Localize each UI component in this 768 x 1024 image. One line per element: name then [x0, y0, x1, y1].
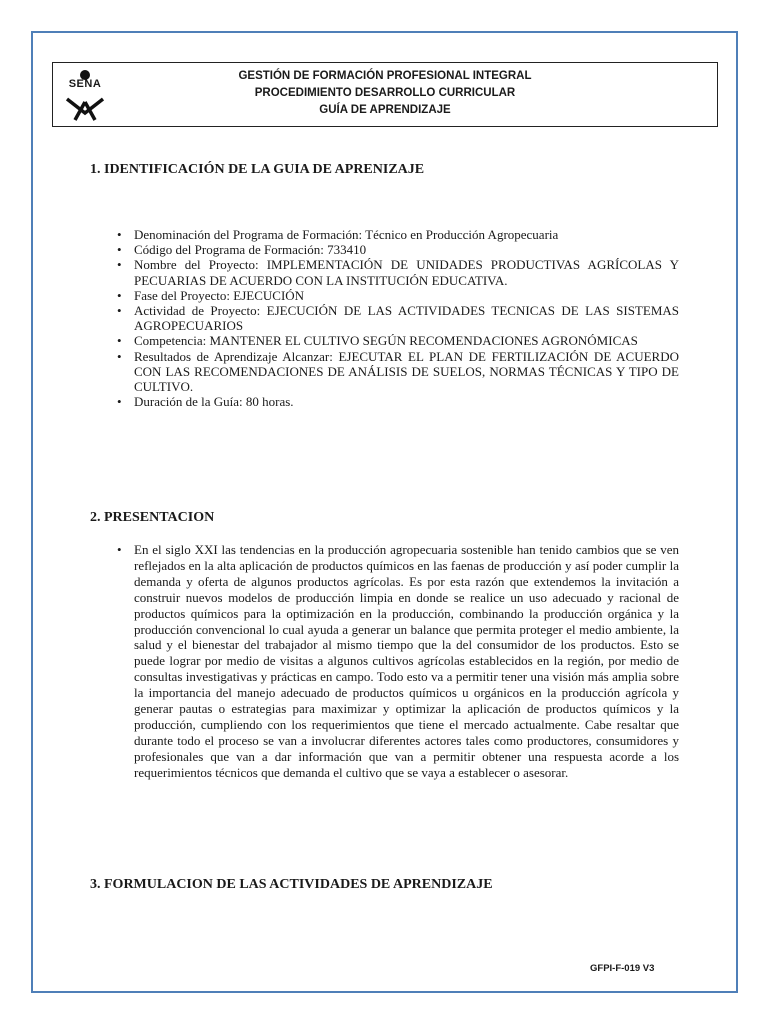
header-line-2: PROCEDIMIENTO DESARROLLO CURRICULAR	[254, 87, 516, 99]
list-item: • Resultados de Aprendizaje Alcanzar: EJECUTAR EL PLAN DE FERTILIZACIÓN DE ACUERDO CON LAS RECOMENDACIONES DE ANÁLISIS DE SUELOS, NORMAS TÉCNICAS Y TIPO DE CULTIVO.	[117, 349, 679, 395]
logo-text: SENA	[68, 78, 102, 90]
identification-list	[117, 227, 679, 409]
section-3-title: 3. FORMULACION DE LAS ACTIVIDADES DE APRENDIZAJE	[90, 877, 493, 892]
list-item: • Denominación del Programa de Formación: Técnico en Producción Agropecuaria	[117, 227, 679, 242]
presentation-list	[117, 542, 679, 781]
list-item: • Nombre del Proyecto: IMPLEMENTACIÓN DE UNIDADES PRODUCTIVAS AGRÍCOLAS Y PECUARIAS DE ACUERDO CON LA INSTITUCIÓN EDUCATIVA.	[117, 257, 679, 287]
list-item: • Actividad de Proyecto: EJECUCIÓN DE LAS ACTIVIDADES TECNICAS DE LAS SISTEMAS AGROPECUARIOS	[117, 303, 679, 333]
list-item: • Fase del Proyecto: EJECUCIÓN	[117, 288, 679, 303]
presentation-paragraph: • En el siglo XXI las tendencias en la producción agropecuaria sostenible han tenido cambios que se ven reflejados en la alta aplicación de productos químicos en las faenas de producción y así poder cumplir la demanda y oferta de algunos productos agrícolas. Es por esta razón que extendemos la invitación a construir nuevos modelos de producción limpia en donde se realice un uso adecuado y racional de productos químicos para la optimización en la producción, combinando la producción orgánica y la producción convencional lo cual ayuda a generar un balance que permita proteger el medio ambiente, la salud y el bienestar del trabajador al mismo tiempo que la del consumidor de los productos. Esto se puede lograr por medio de visitas a algunos cultivos agrícolas establecidos en la región, por medio de consultas investigativas y prácticas en campo. Todo esto va a permitir tener una visión más amplia sobre la importancia del manejo adecuado de productos químicos u orgánicos en la producción agrícola y generar pautas o estrategias para maximizar y optimizar la aplicación de productos químicos y la producción, cumpliendo con los requerimientos que tiene el mercado actualmente. Cabe resaltar que durante todo el proceso se van a involucrar diferentes actores tales como productores, consumidores y profesionales que van a dar información que van a permitir obtener una respuesta acorde a los requerimientos técnicos que demanda el cultivo que se vaya a establecer o asesorar.	[117, 542, 679, 781]
form-code: GFPI-F-019 V3	[590, 963, 655, 974]
section-1-title: 1. IDENTIFICACIÓN DE LA GUIA DE APRENIZAJE	[90, 162, 425, 177]
section-2-title: 2. PRESENTACION	[90, 510, 215, 525]
list-item: • Competencia: MANTENER EL CULTIVO SEGÚN RECOMENDACIONES AGRONÓMICAS	[117, 333, 679, 348]
list-item: • Duración de la Guía: 80 horas.	[117, 394, 679, 409]
header-line-1: GESTIÓN DE FORMACIÓN PROFESIONAL INTEGRAL	[238, 70, 532, 82]
header-line-3: GUÍA DE APRENDIZAJE	[319, 104, 451, 116]
list-item: • Código del Programa de Formación: 733410	[117, 242, 679, 257]
document-header	[52, 62, 718, 127]
header-titles	[53, 68, 717, 119]
